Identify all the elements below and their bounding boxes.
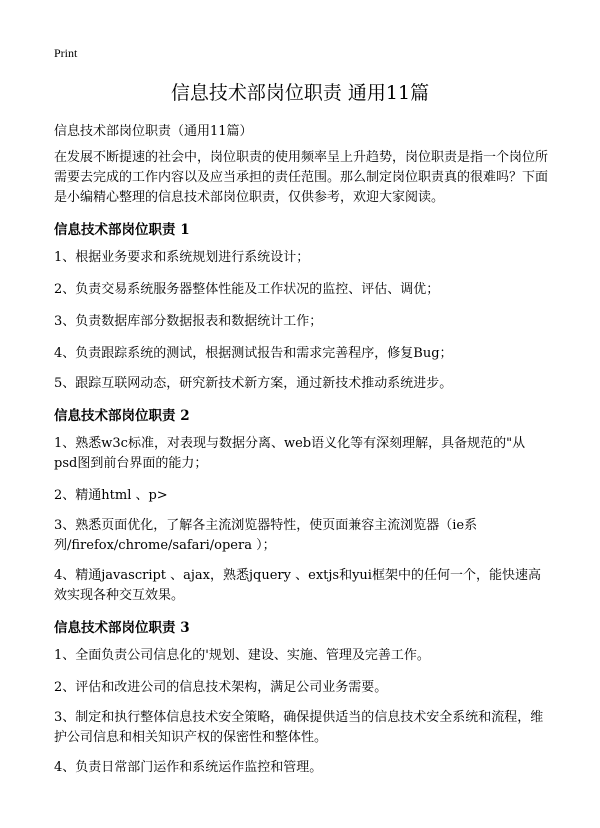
section-1-item-4: 4、负责跟踪系统的测试，根据测试报告和需求完善程序，修复Bug； [54, 346, 453, 361]
page-title: 信息技术部岗位职责 通用11篇 [170, 82, 430, 104]
document-subtitle: 信息技术部岗位职责（通用11篇） [54, 124, 253, 139]
section-2-item-2: 2、精通html 、p> [54, 488, 168, 503]
section-2-item-1: 1、熟悉w3c标准，对表现与数据分离、web语义化等有深刻理解，具备规范的"从psd图到前台界面的能力； [54, 436, 526, 471]
section-1-item-1: 1、根据业务要求和系统规划进行系统设计； [54, 250, 310, 265]
section-2-item-4: 4、精通javascript 、ajax，熟悉jquery 、extjs和yui框架中的任何一个，能快速高效实现各种交互效果。 [54, 568, 541, 603]
section-heading-2: 信息技术部岗位职责 2 [54, 408, 190, 424]
section-1-item-5: 5、跟踪互联网动态，研究新技术新方案，通过新技术推动系统进步。 [54, 376, 453, 391]
section-3-item-3: 3、制定和执行整体信息技术安全策略，确保提供适当的信息技术安全系统和流程，维护公司信息和相关知识产权的保密性和整体性。 [54, 710, 544, 745]
section-2-item-3: 3、熟悉页面优化，了解各主流浏览器特性，使页面兼容主流浏览器（ie系列/firefox/chrome/safari/opera ）； [54, 518, 478, 553]
section-3-item-1: 1、全面负责公司信息化的'规划、建设、实施、管理及完善工作。 [54, 648, 430, 663]
intro-paragraph: 在发展不断提速的社会中，岗位职责的使用频率呈上升趋势，岗位职责是指一个岗位所需要去完成的工作内容以及应当承担的责任范围。那么制定岗位职责真的很难吗？下面是小编精心整理的信息技术部岗位职责，仅供参考，欢迎大家阅读。 [54, 150, 549, 205]
section-heading-3: 信息技术部岗位职责 3 [54, 620, 190, 636]
section-3-item-2: 2、评估和改进公司的信息技术架构，满足公司业务需要。 [54, 680, 388, 695]
print-label: Print [54, 46, 78, 60]
section-3-item-4: 4、负责日常部门运作和系统运作监控和管理。 [54, 760, 323, 775]
section-1-item-2: 2、负责交易系统服务器整体性能及工作状况的监控、评估、调优； [54, 282, 440, 297]
section-heading-1: 信息技术部岗位职责 1 [54, 222, 190, 238]
section-1-item-3: 3、负责数据库部分数据报表和数据统计工作； [54, 314, 323, 329]
